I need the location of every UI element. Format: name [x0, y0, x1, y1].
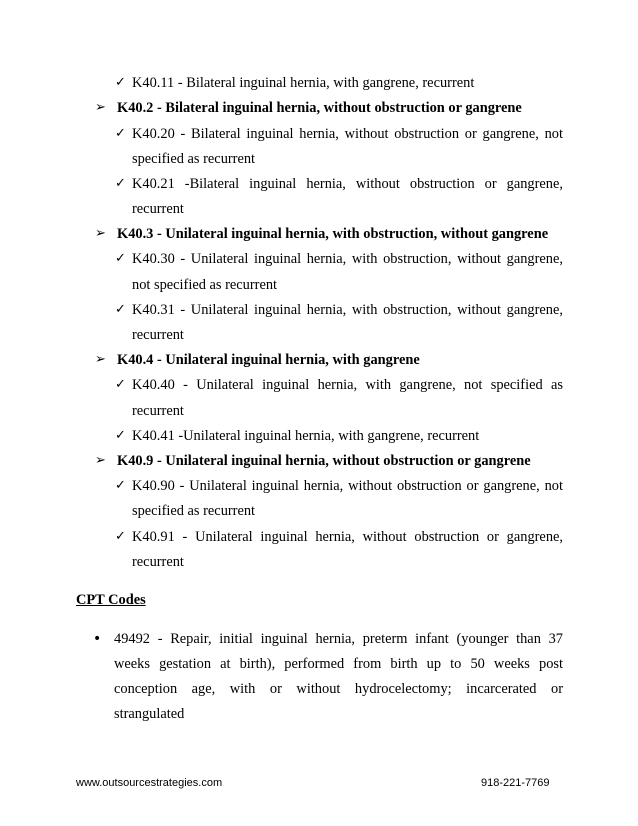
code-item: K40.30 - Unilateral inguinal hernia, with obstruction, without gangrene, [132, 251, 563, 267]
code-item: K40.40 - Unilateral inguinal hernia, with gangrene, not specified as [132, 377, 563, 393]
code-heading: K40.4 - Unilateral inguinal hernia, with gangrene [117, 352, 420, 368]
cpt-item-line: weeks gestation at birth), performed from birth up to 50 weeks post [114, 656, 563, 672]
check-icon: ✓ [115, 176, 126, 191]
code-item: K40.90 - Unilateral inguinal hernia, without obstruction or gangrene, not [132, 478, 563, 494]
cpt-item-line: 49492 - Repair, initial inguinal hernia, preterm infant (younger than 37 [114, 631, 563, 647]
code-item: K40.91 - Unilateral inguinal hernia, without obstruction or gangrene, [132, 529, 563, 545]
section-heading-cpt: CPT Codes [76, 592, 146, 608]
code-item-cont: recurrent [132, 327, 184, 343]
code-item-cont: not specified as recurrent [132, 277, 278, 293]
check-icon: ✓ [115, 377, 126, 392]
footer-phone: 918-221-7769 [481, 777, 550, 789]
code-heading: K40.2 - Bilateral inguinal hernia, without obstruction or gangrene [117, 100, 522, 116]
code-item: K40.41 -Unilateral inguinal hernia, with gangrene, recurrent [132, 428, 480, 444]
code-item-cont: specified as recurrent [132, 503, 256, 519]
arrow-bullet-icon: ➢ [95, 352, 106, 367]
arrow-bullet-icon: ➢ [95, 100, 106, 115]
check-icon: ✓ [115, 302, 126, 317]
check-icon: ✓ [115, 428, 126, 443]
code-item-cont: recurrent [132, 201, 184, 217]
footer-website: www.outsourcestrategies.com [76, 777, 223, 789]
check-icon: ✓ [115, 529, 126, 544]
cpt-item-line: conception age, with or without hydrocelectomy; incarcerated or [114, 681, 563, 697]
check-icon: ✓ [115, 126, 126, 141]
check-icon: ✓ [115, 75, 126, 90]
bullet-icon: • [93, 631, 102, 647]
arrow-bullet-icon: ➢ [95, 453, 106, 468]
code-item-cont: recurrent [132, 554, 184, 570]
check-icon: ✓ [115, 478, 126, 493]
code-item-cont: specified as recurrent [132, 151, 256, 167]
cpt-item-line: strangulated [114, 706, 185, 722]
check-icon: ✓ [115, 251, 126, 266]
code-item: K40.21 -Bilateral inguinal hernia, without obstruction or gangrene, [132, 176, 563, 192]
code-heading: K40.9 - Unilateral inguinal hernia, without obstruction or gangrene [117, 453, 531, 469]
code-item: K40.31 - Unilateral inguinal hernia, with obstruction, without gangrene, [132, 302, 563, 318]
code-heading: K40.3 - Unilateral inguinal hernia, with obstruction, without gangrene [117, 226, 549, 242]
code-item: K40.20 - Bilateral inguinal hernia, without obstruction or gangrene, not [132, 126, 563, 142]
arrow-bullet-icon: ➢ [95, 226, 106, 241]
code-item-cont: recurrent [132, 403, 184, 419]
code-item: K40.11 - Bilateral inguinal hernia, with gangrene, recurrent [132, 75, 475, 91]
